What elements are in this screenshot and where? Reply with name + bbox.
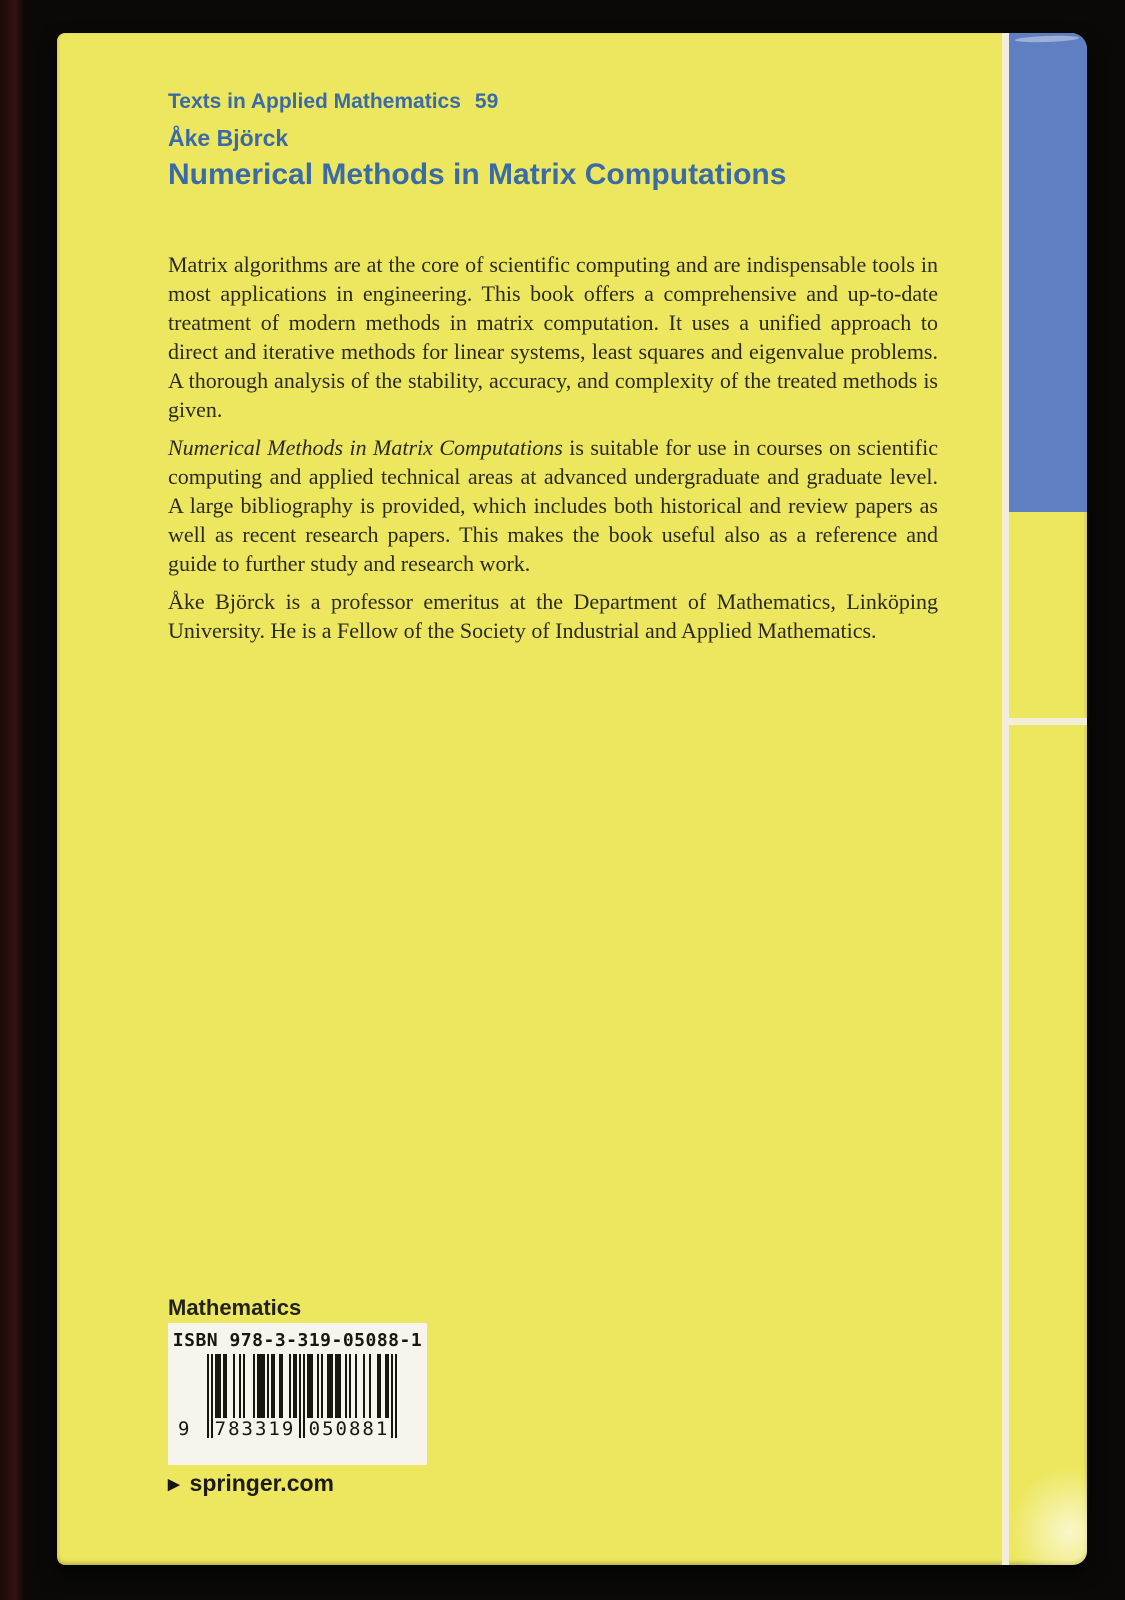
barcode-panel	[168, 1323, 427, 1465]
series-number: 59	[474, 90, 499, 113]
divider-vline	[1002, 33, 1009, 1565]
publisher-line	[168, 1470, 334, 1497]
series-title-line	[168, 90, 938, 114]
book-spine-shadow	[0, 0, 26, 1600]
arrow-right-icon: ▶	[168, 1475, 180, 1493]
author-name: Åke Björck	[168, 125, 289, 151]
barcode-digits-right: 050881	[308, 1418, 390, 1440]
barcode-digits-left: 783319	[214, 1418, 296, 1440]
accent-stripe-blue	[1009, 33, 1087, 512]
blurb-title-italic: Numerical Methods in Matrix Computations	[168, 435, 563, 460]
audience-paragraph	[168, 433, 938, 578]
divider-hline	[1002, 718, 1087, 725]
series-title: Texts in Applied Mathematics	[168, 90, 461, 113]
isbn-text: ISBN 978-3-319-05088-1	[172, 1330, 423, 1351]
barcode-digit-lead: 9	[178, 1418, 190, 1440]
shrinkwrap-wrinkle	[1005, 1461, 1087, 1565]
publisher-url: springer.com	[189, 1470, 334, 1496]
cover-text-column	[168, 90, 938, 645]
synopsis-paragraph: Matrix algorithms are at the core of scientific computing and are indispensable tools in most applications in engineering. This book offers a comprehensive and up-to-date treatment of modern methods in matrix computation. It uses a unified approach to direct and iterative methods for linear systems, least squares and eigenvalue problems. A thorough analysis of the stability, accuracy, and complexity of the treated methods is given.	[168, 252, 938, 422]
book-back-cover	[57, 33, 1087, 1565]
blurb-rest: is suitable for use in courses on scientific computing and applied technical areas at advanced undergraduate and graduate level. A large bibliography is provided, which includes both historical and review papers as well as recent research papers. This makes the book useful also as a reference and guide to further study and research work.	[168, 435, 938, 576]
author-bio-paragraph: Åke Björck is a professor emeritus at the Department of Mathematics, Linköping University. He is a Fellow of the Society of Industrial and Applied Mathematics.	[168, 589, 938, 643]
shrinkwrap-glare	[1015, 35, 1079, 43]
book-title: Numerical Methods in Matrix Computations	[168, 158, 787, 191]
category-label: Mathematics	[168, 1295, 302, 1320]
